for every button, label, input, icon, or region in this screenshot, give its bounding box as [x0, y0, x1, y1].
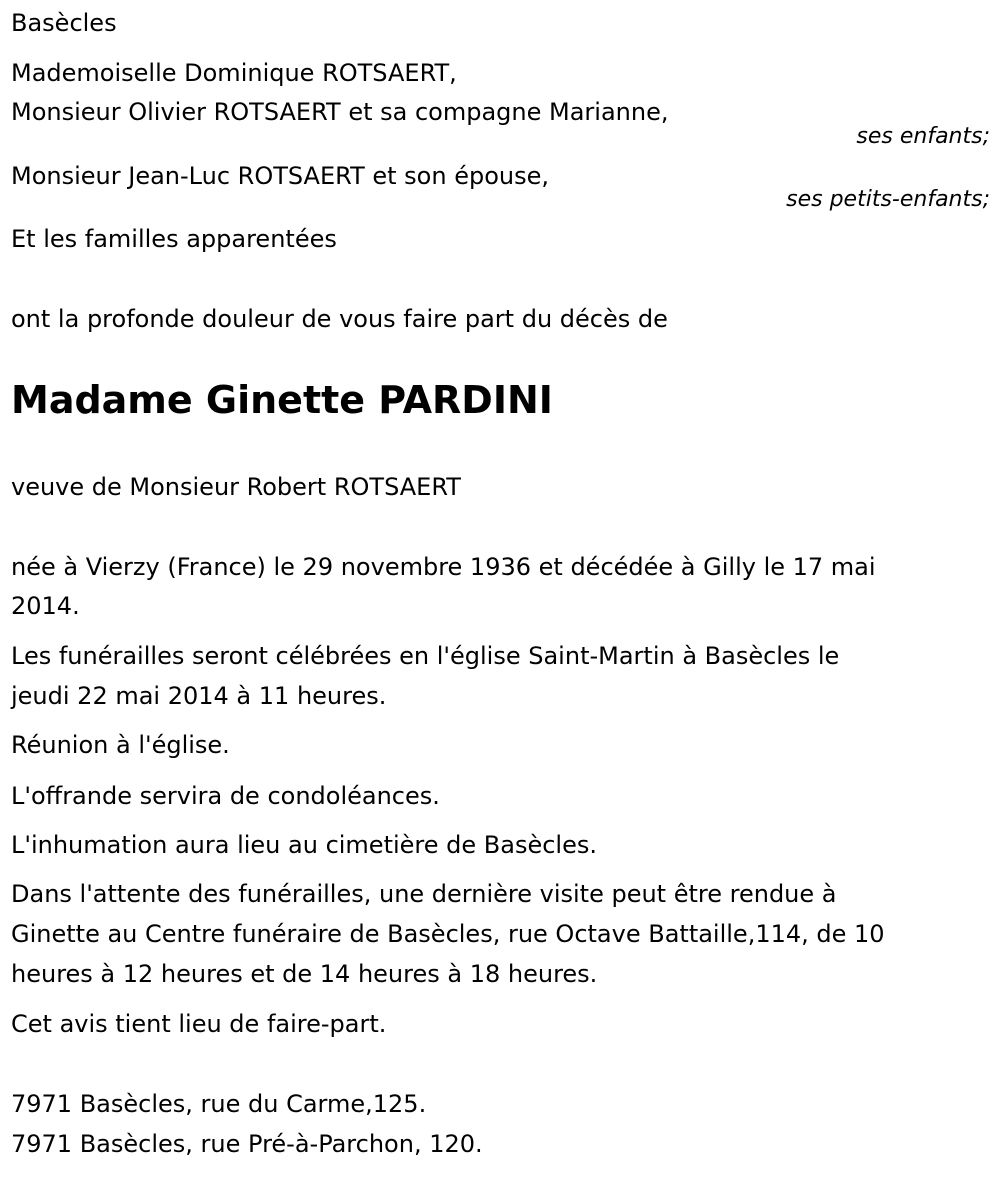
deceased-name: Madame Ginette PARDINI	[11, 378, 553, 422]
widow-of-text: veuve de Monsieur Robert ROTSAERT	[11, 473, 461, 501]
family-member-line: Monsieur Jean-Luc ROTSAERT et son épouse,	[11, 162, 549, 190]
family-member-line: Et les familles apparentées	[11, 225, 337, 253]
funeral-line: Les funérailles seront célébrées en l'église Saint-Martin à Basècles le	[11, 642, 840, 670]
visit-line: heures à 12 heures et de 14 heures à 18 heures.	[11, 960, 598, 988]
birth-death-line: 2014.	[11, 592, 80, 620]
birth-death-line: née à Vierzy (France) le 29 novembre 1936 et décédée à Gilly le 17 mai	[11, 553, 876, 581]
relation-label-grandchildren: ses petits-enfants;	[786, 187, 990, 212]
address-line: 7971 Basècles, rue du Carme,125.	[11, 1090, 427, 1118]
visit-line: Dans l'attente des funérailles, une dernière visite peut être rendue à	[11, 880, 837, 908]
announcement-text: ont la profonde douleur de vous faire part du décès de	[11, 305, 668, 333]
meeting-text: Réunion à l'église.	[11, 731, 230, 759]
visit-line: Ginette au Centre funéraire de Basècles, rue Octave Battaille,114, de 10	[11, 920, 885, 948]
funeral-line: jeudi 22 mai 2014 à 11 heures.	[11, 682, 387, 710]
relation-label-children: ses enfants;	[856, 124, 990, 149]
family-member-line: Monsieur Olivier ROTSAERT et sa compagne Marianne,	[11, 98, 669, 126]
family-member-line: Mademoiselle Dominique ROTSAERT,	[11, 59, 457, 87]
closing-text: Cet avis tient lieu de faire-part.	[11, 1010, 387, 1038]
offering-text: L'offrande servira de condoléances.	[11, 782, 440, 810]
address-line: 7971 Basècles, rue Pré-à-Parchon, 120.	[11, 1130, 483, 1158]
burial-text: L'inhumation aura lieu au cimetière de Basècles.	[11, 831, 597, 859]
place-header: Basècles	[11, 9, 117, 37]
